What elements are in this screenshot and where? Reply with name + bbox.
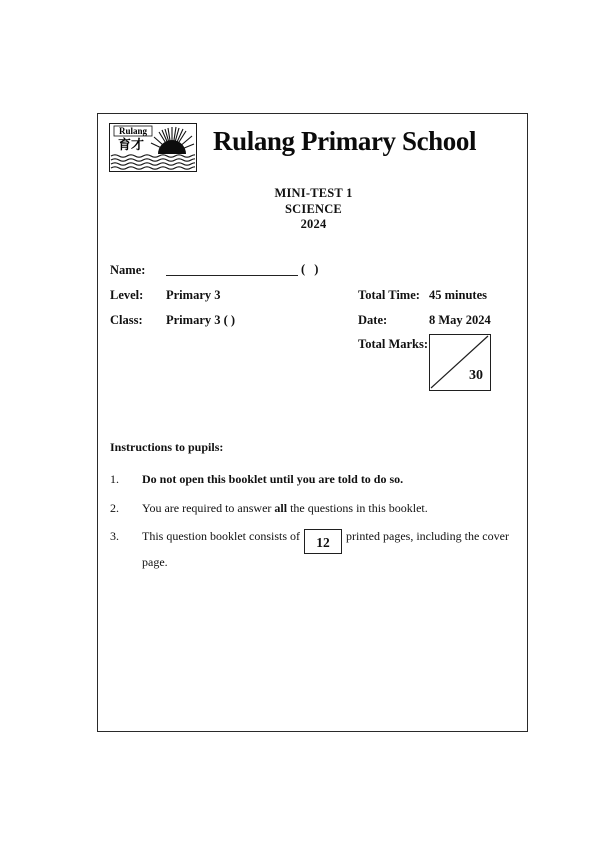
total-marks-value: 30 xyxy=(469,368,483,383)
exam-cover-page-border xyxy=(97,113,528,732)
instruction-number: 1. xyxy=(110,472,119,486)
class-label: Class: xyxy=(110,313,143,327)
instruction-text-after: the questions in this booklet. xyxy=(287,501,428,515)
test-subject: SCIENCE xyxy=(285,201,342,216)
name-index-parenthesis[interactable]: ( ) xyxy=(301,262,322,276)
total-marks-box[interactable] xyxy=(429,334,491,391)
date-value: 8 May 2024 xyxy=(429,313,491,327)
level-value: Primary 3 xyxy=(166,288,221,302)
student-details-form xyxy=(98,262,529,383)
rising-sun-over-water-logo-icon xyxy=(110,124,195,170)
total-time-value: 45 minutes xyxy=(429,288,487,302)
level-label: Level: xyxy=(110,288,144,302)
printed-pages-count-box[interactable]: 12 xyxy=(304,529,342,554)
instruction-text-before: This question booklet consists of xyxy=(142,529,300,543)
class-value[interactable]: Primary 3 ( ) xyxy=(166,313,236,327)
test-year: 2024 xyxy=(300,217,327,231)
instruction-text xyxy=(142,500,522,517)
name-label: Name: xyxy=(110,263,146,277)
test-subtitle-block xyxy=(98,186,529,233)
svg-text:Rulang: Rulang xyxy=(118,126,148,137)
instruction-text-before: You are required to answer xyxy=(142,501,275,515)
name-input-line[interactable] xyxy=(166,275,298,276)
instruction-item xyxy=(110,500,522,517)
instruction-text: Do not open this booklet until you are told to do so. xyxy=(142,472,404,486)
instruction-emphasis: all xyxy=(274,501,288,515)
instructions-heading: Instructions to pupils: xyxy=(110,440,224,454)
instruction-text-after: printed pages, including the cover page. xyxy=(142,529,509,569)
school-logo xyxy=(109,123,197,172)
date-label: Date: xyxy=(358,313,388,327)
instruction-item xyxy=(110,528,522,571)
total-time-label: Total Time: xyxy=(358,288,420,302)
instruction-item xyxy=(110,471,522,488)
page-header xyxy=(109,119,519,179)
school-name-title: Rulang Primary School xyxy=(213,126,477,156)
instruction-number: 3. xyxy=(110,529,119,543)
svg-text:育才: 育才 xyxy=(118,138,145,153)
instruction-number: 2. xyxy=(110,501,119,515)
total-marks-label: Total Marks: xyxy=(358,337,429,351)
test-name: MINI-TEST 1 xyxy=(274,186,353,200)
instruction-text xyxy=(142,528,522,571)
